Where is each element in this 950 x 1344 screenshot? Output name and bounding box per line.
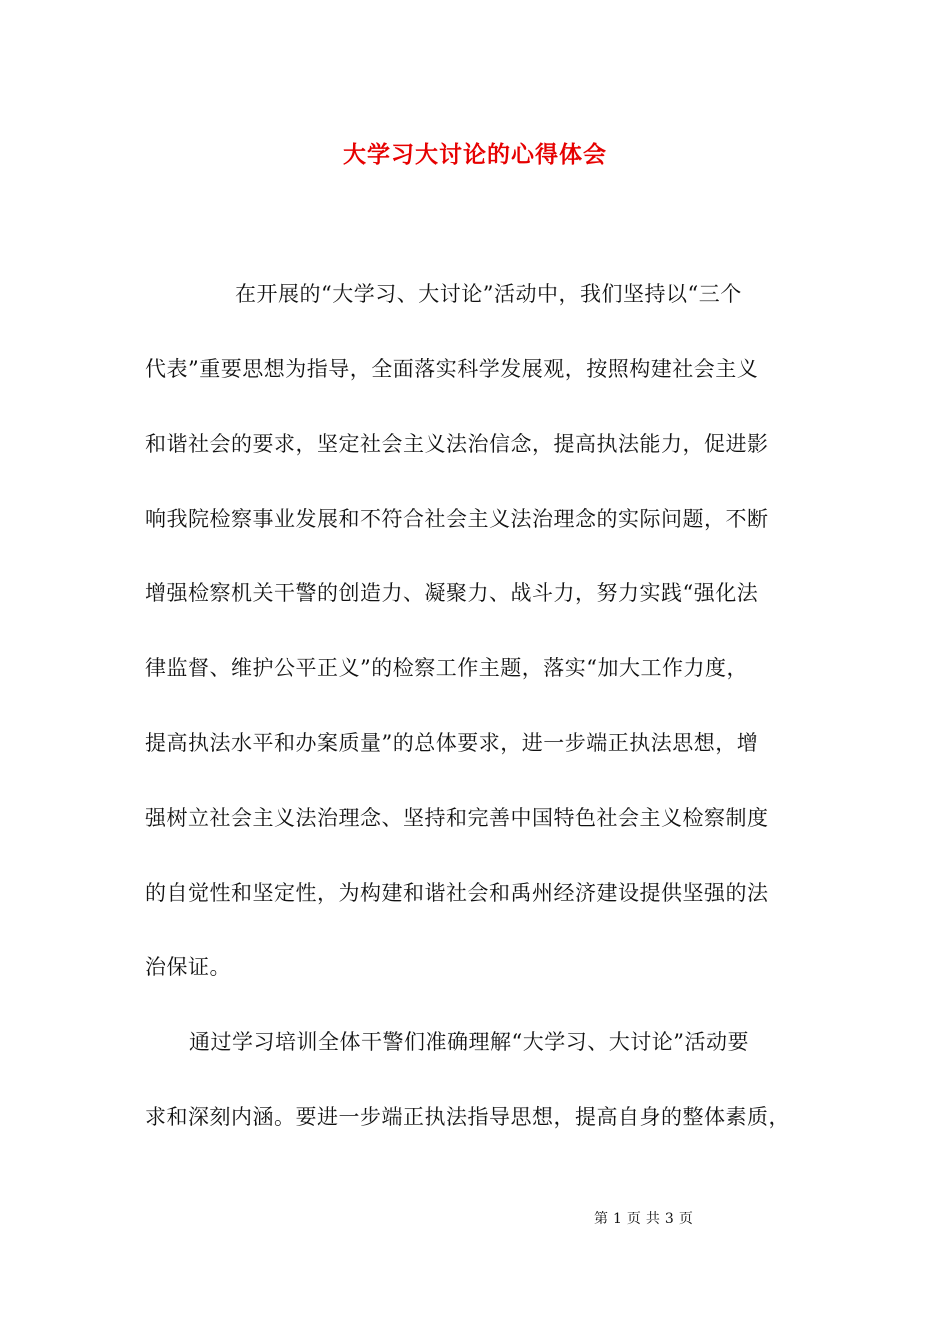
- footer-page-current: 1: [613, 1211, 623, 1227]
- paragraph-1-line-6: 律监督、维护公平正义”的检察工作主题，落实“加大工作力度，: [145, 656, 748, 680]
- footer-page-prefix: 第: [594, 1211, 609, 1227]
- page-number-footer: [592, 1208, 696, 1228]
- paragraph-2-line-2: 求和深刻内涵。要进一步端正执法指导思想，提高自身的整体素质，: [145, 1105, 790, 1129]
- paragraph-1-line-1: 在开展的“大学习、大讨论”活动中，我们坚持以“三个: [235, 282, 742, 306]
- paragraph-1-line-7: 提高执法水平和办案质量”的总体要求，进一步端正执法思想，增: [145, 731, 759, 755]
- paragraph-2-line-1: 通过学习培训全体干警们准确理解“大学习、大讨论”活动要: [189, 1030, 749, 1054]
- paragraph-1-line-5: 增强检察机关干警的创造力、凝聚力、战斗力，努力实践“强化法: [145, 581, 759, 605]
- paragraph-1-line-4: 响我院检察事业发展和不符合社会主义法治理念的实际问题，不断: [145, 507, 769, 531]
- paragraph-1-line-9: 的自觉性和坚定性，为构建和谐社会和禹州经济建设提供坚强的法: [145, 881, 769, 905]
- document-title: 大学习大讨论的心得体会: [343, 141, 607, 168]
- paragraph-1-line-8: 强树立社会主义法治理念、坚持和完善中国特色社会主义检察制度: [145, 806, 769, 830]
- paragraph-1-line-2: 代表”重要思想为指导，全面落实科学发展观，按照构建社会主义: [145, 357, 759, 381]
- footer-total-prefix: 共: [645, 1211, 661, 1227]
- footer-total-unit: 页: [678, 1211, 694, 1227]
- paragraph-1-line-10: 治保证。: [145, 955, 231, 979]
- footer-page-total: 3: [664, 1211, 675, 1227]
- paragraph-1-line-3: 和谐社会的要求，坚定社会主义法治信念，提高执法能力，促进影: [145, 432, 769, 456]
- footer-page-unit: 页: [626, 1211, 642, 1227]
